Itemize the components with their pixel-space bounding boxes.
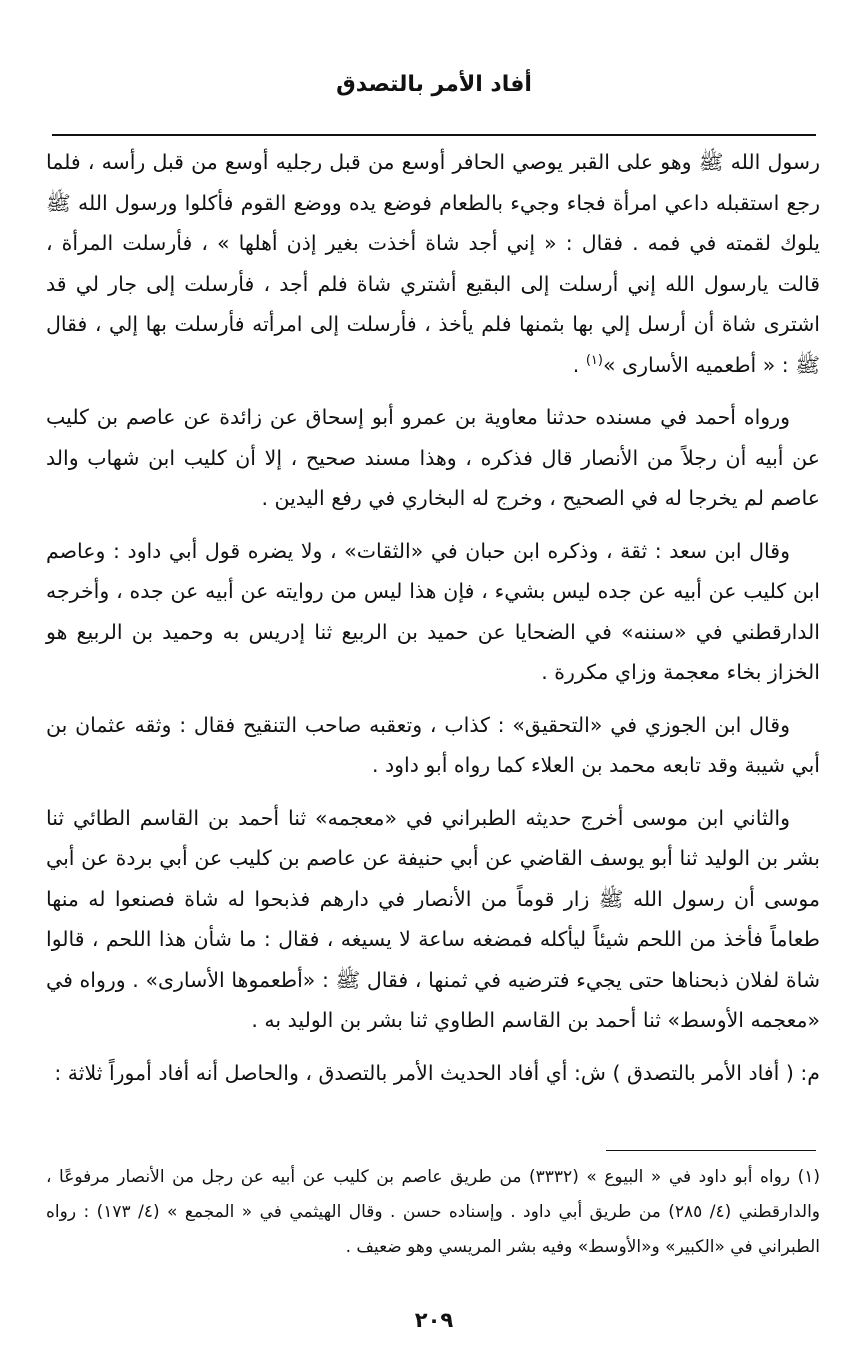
footnote: (١) رواه أبو داود في « البيوع » (٣٣٣٢) من طريق عاصم بن كليب عن أبيه عن رجل من الأنصار مرفوعًا ، والدارقطني (٤/ ٢٨٥) من طريق أبي داود . وإسناده حسن . وقال الهيثمي في « المجمع » (٤/ ١٧٣) : رواه الطبراني في «الكبير» و«الأوسط» وفيه بشر المريسي وهو ضعيف . (46, 1167, 821, 1257)
header-rule (52, 134, 816, 136)
paragraph-end: . (572, 352, 586, 377)
paragraph (46, 142, 820, 385)
paragraph-text: رسول الله ﷺ وهو على القبر يوصي الحافر أوسع من قبل رجليه أوسع من قبل رأسه ، فلما رجع استقبله داعي امرأة فجاء وجيء بالطعام فوضع يده ووضع القوم فأكلوا ورسول الله ﷺ يلوك لقمته في فمه . فقال : « إني أجد شاة أخذت بغير إذن أهلها » ، فأرسلت المرأة ، قالت يارسول الله إني أرسلت إلى البقيع أشتري شاة فلم أجد ، فأرسلت إلى جار لي قد اشترى شاة أن أرسل إلي بها بثمنها فلم يأخذ ، فأرسلت إلى امرأته فأرسلت بها إلي ، فقال ﷺ : « أطعميه الأسارى » (46, 150, 820, 377)
footnote-marker: (١) (585, 352, 603, 368)
paragraph: وقال ابن سعد : ثقة ، وذكره ابن حبان في «الثقات» ، ولا يضره قول أبي داود : وعاصم ابن كليب عن أبيه عن جده ليس بشيء ، فإن هذا ليس من روايته عن أبيه عن جده ، وأخرجه الدارقطني في «سننه» في الضحايا عن حميد بن الربيع ثنا إدريس به وحميد بن الربيع هو الخزاز بخاء معجمة وزاي مكررة . (46, 538, 820, 684)
paragraph: ورواه أحمد في مسنده حدثنا معاوية بن عمرو أبو إسحاق عن زائدة عن عاصم بن كليب عن أبيه أن رجلاً من الأنصار قال فذكره ، وهذا مسند صحيح ، إلا أن كليب ابن شهاب والد عاصم لم يخرجا له في الصحيح ، وخرج له البخاري في رفع اليدين . (46, 405, 820, 510)
running-head: أفاد الأمر بالتصدق (336, 72, 532, 97)
paragraph: م: ( أفاد الأمر بالتصدق ) ش: أي أفاد الحديث الأمر بالتصدق ، والحاصل أنه أفاد أموراً ثلاثة : (54, 1060, 820, 1085)
footnote-rule (606, 1150, 816, 1151)
main-text (46, 142, 820, 1105)
paragraph: وقال ابن الجوزي في «التحقيق» : كذاب ، وتعقبه صاحب التنقيح فقال : وثقه عثمان بن أبي شيبة وقد تابعه محمد بن العلاء كما رواه أبو داود . (46, 712, 820, 777)
page-number: ٢٠٩ (414, 1308, 454, 1332)
paragraph: والثاني ابن موسى أخرج حديثه الطبراني في «معجمه» ثنا أحمد بن القاسم الطائي ثنا بشر بن الوليد ثنا أبو يوسف القاضي عن أبي حنيفة عن عاصم بن كليب عن أبي بردة عن أبي موسى أن رسول الله ﷺ زار قوماً من الأنصار في دارهم فذبحوا له شاة فصنعوا له منها طعاماً فأخذ من اللحم شيئاً ليأكله فمضغه ساعة لا يسيغه ، فقال : ما شأن هذا اللحم ، قالوا شاة لفلان ذبحناها حتى يجيء فترضيه في ثمنها ، فقال ﷺ : «أطعموها الأسارى» . ورواه في «معجمه الأوسط» ثنا أحمد بن القاسم الطاوي ثنا بشر بن الوليد به . (46, 805, 820, 1032)
footnotes (46, 1160, 820, 1265)
